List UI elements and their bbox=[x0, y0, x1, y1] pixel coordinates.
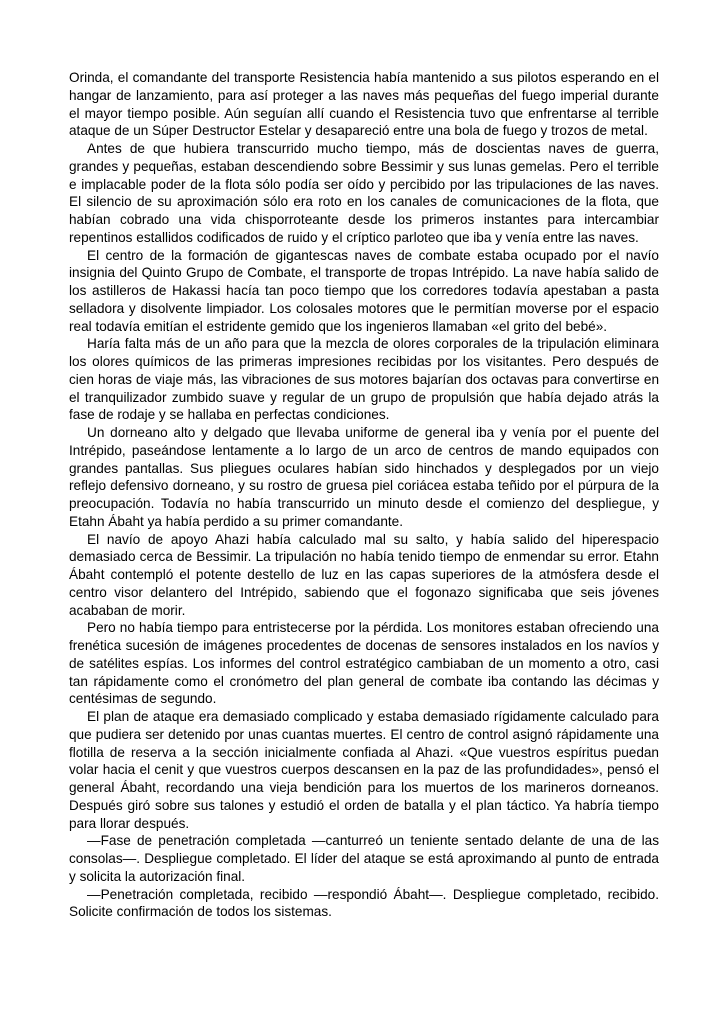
paragraph-9: —Fase de penetración completada —canturreó un teniente sentado delante de una de las consolas—. Despliegue completado. El líder del ataque se está aproximando al punto de entrada y solicita la autorización final. bbox=[69, 833, 659, 884]
paragraph-5: Un dorneano alto y delgado que llevaba uniforme de general iba y venía por el puente del Intrépido, paseándose lentamente a lo largo de un arco de centros de mando equipados con grandes pantallas. Sus pliegues oculares habían sido hinchados y desplegados por un viejo reflejo defensivo dorneano, y su rostro de gruesa piel coriácea estaba teñido por el púrpura de la preocupación. Todavía no había transcurrido un minuto desde el comienzo del despliegue, y Etahn Ábaht ya había perdido a su primer comandante. bbox=[69, 425, 659, 529]
document-page bbox=[69, 69, 659, 921]
paragraph-1: Orinda, el comandante del transporte Resistencia había mantenido a sus pilotos esperando en el hangar de lanzamiento, para así proteger a las naves más pequeñas del fuego imperial durante el mayor tiempo posible. Aún seguían allí cuando el Resistencia tuvo que enfrentarse al terrible ataque de un Súper Destructor Estelar y desapareció entre una bola de fuego y trozos de metal. bbox=[69, 70, 659, 139]
paragraph-6: El navío de apoyo Ahazi había calculado mal su salto, y había salido del hiperespacio demasiado cerca de Bessimir. La tripulación no había tenido tiempo de enmendar su error. Etahn Ábaht contempló el potente destello de luz en las capas superiores de la atmósfera desde el centro visor delantero del Intrépido, sabiendo que el fogonazo significaba que seis jóvenes acababan de morir. bbox=[69, 531, 659, 618]
paragraph-8: El plan de ataque era demasiado complicado y estaba demasiado rígidamente calculado para que pudiera ser detenido por unas cuantas muertes. El centro de control asignó rápidamente una flotilla de reserva a la sección inicialmente confiada al Ahazi. «Que vuestros espíritus puedan volar hacia el cenit y que vuestros cuerpos descansen en la paz de las profundidades», pensó el general Ábaht, recordando una vieja bendición para los muertos de los marineros dorneanos. Después giró sobre sus talones y estudió el orden de batalla y el plan táctico. Ya habría tiempo para llorar después. bbox=[69, 709, 659, 831]
paragraph-4: Haría falta más de un año para que la mezcla de olores corporales de la tripulación eliminara los olores químicos de las primeras impresiones recibidas por los visitantes. Pero después de cien horas de viaje más, las vibraciones de sus motores bajarían dos octavas para convertirse en el tranquilizador zumbido suave y regular de un grupo de propulsión que había dejado atrás la fase de rodaje y se hallaba en perfectas condiciones. bbox=[69, 336, 659, 423]
paragraph-3: El centro de la formación de gigantescas naves de combate estaba ocupado por el navío insignia del Quinto Grupo de Combate, el transporte de tropas Intrépido. La nave había salido de los astilleros de Hakassi hacía tan poco tiempo que los corredores todavía apestaban a pasta selladora y disolvente limpiador. Los colosales motores que le permitían moverse por el espacio real todavía emitían el estridente gemido que los ingenieros llamaban «el grito del bebé». bbox=[69, 247, 659, 334]
paragraph-2: Antes de que hubiera transcurrido mucho tiempo, más de doscientas naves de guerra, grandes y pequeñas, estaban descendiendo sobre Bessimir y sus lunas gemelas. Pero el terrible e implacable poder de la flota sólo podía ser oído y percibido por las tripulaciones de las naves. El silencio de su aproximación sólo era roto en los canales de comunicaciones de la flota, que habían cobrado una vida chisporroteante desde los primeros instantes para intercambiar repentinos estallidos codificados de ruido y el críptico parloteo que iba y venía entre las naves. bbox=[69, 141, 659, 245]
paragraph-10: —Penetración completada, recibido —respondió Ábaht—. Despliegue completado, recibido. Solicite confirmación de todos los sistemas. bbox=[69, 886, 659, 920]
paragraph-7: Pero no había tiempo para entristecerse por la pérdida. Los monitores estaban ofreciendo una frenética sucesión de imágenes procedentes de docenas de sensores instalados en los navíos y de satélites espías. Los informes del control estratégico cambiaban de un momento a otro, casi tan rápidamente como el cronómetro del plan general de combate iba contando las décimas y centésimas de segundo. bbox=[69, 620, 659, 707]
